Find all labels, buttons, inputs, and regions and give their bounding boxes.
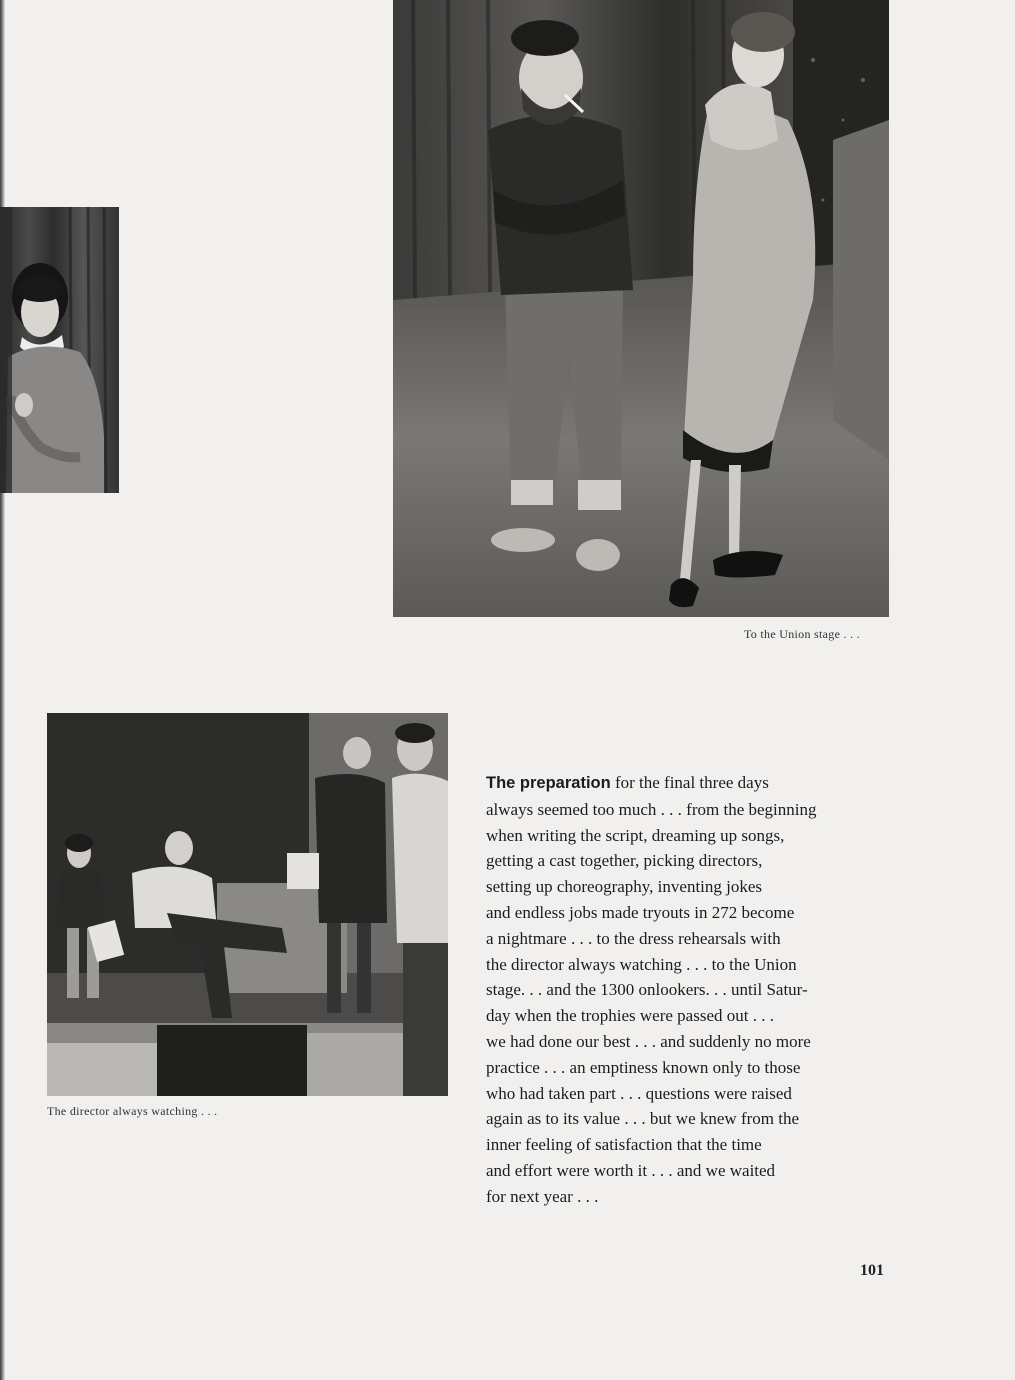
article-line: who had taken part . . . questions were raised — [486, 1083, 792, 1103]
article-line: for next year . . . — [486, 1186, 599, 1206]
article-line: and effort were worth it . . . and we waited — [486, 1160, 776, 1180]
article-line: the director always watching . . . to the Union — [486, 954, 797, 974]
article-line: we had done our best . . . and suddenly no more — [486, 1031, 811, 1051]
article-lead: The preparation — [486, 774, 611, 792]
article-line: practice . . . an emptiness known only to those — [486, 1057, 801, 1077]
photo-director-watching — [47, 713, 448, 1096]
article-line: day when the trophies were passed out . . . — [486, 1006, 774, 1026]
photo-union-stage — [393, 0, 889, 617]
article-line-1: The preparation for the final three days — [486, 773, 769, 792]
article-line: again as to its value . . . but we knew from the — [486, 1109, 800, 1129]
article-line: getting a cast together, picking directors, — [486, 851, 763, 871]
page-number: 101 — [860, 1262, 884, 1279]
caption-union-stage: To the Union stage . . . — [744, 627, 861, 641]
article-line: stage. . . and the 1300 onlookers. . . until Satur- — [486, 980, 808, 1000]
article-line: a nightmare . . . to the dress rehearsals with — [486, 928, 781, 948]
article-text — [486, 770, 906, 1210]
article-line: always seemed too much . . . from the beginning — [486, 799, 817, 819]
caption-director-watching: The director always watching . . . — [47, 1104, 218, 1118]
article-line: and endless jobs made tryouts in 272 become — [486, 902, 795, 922]
photo-woman-sweater — [0, 207, 119, 493]
article-line: inner feeling of satisfaction that the time — [486, 1135, 762, 1155]
article-line: when writing the script, dreaming up songs, — [486, 825, 785, 845]
article-line: setting up choreography, inventing jokes — [486, 877, 763, 897]
